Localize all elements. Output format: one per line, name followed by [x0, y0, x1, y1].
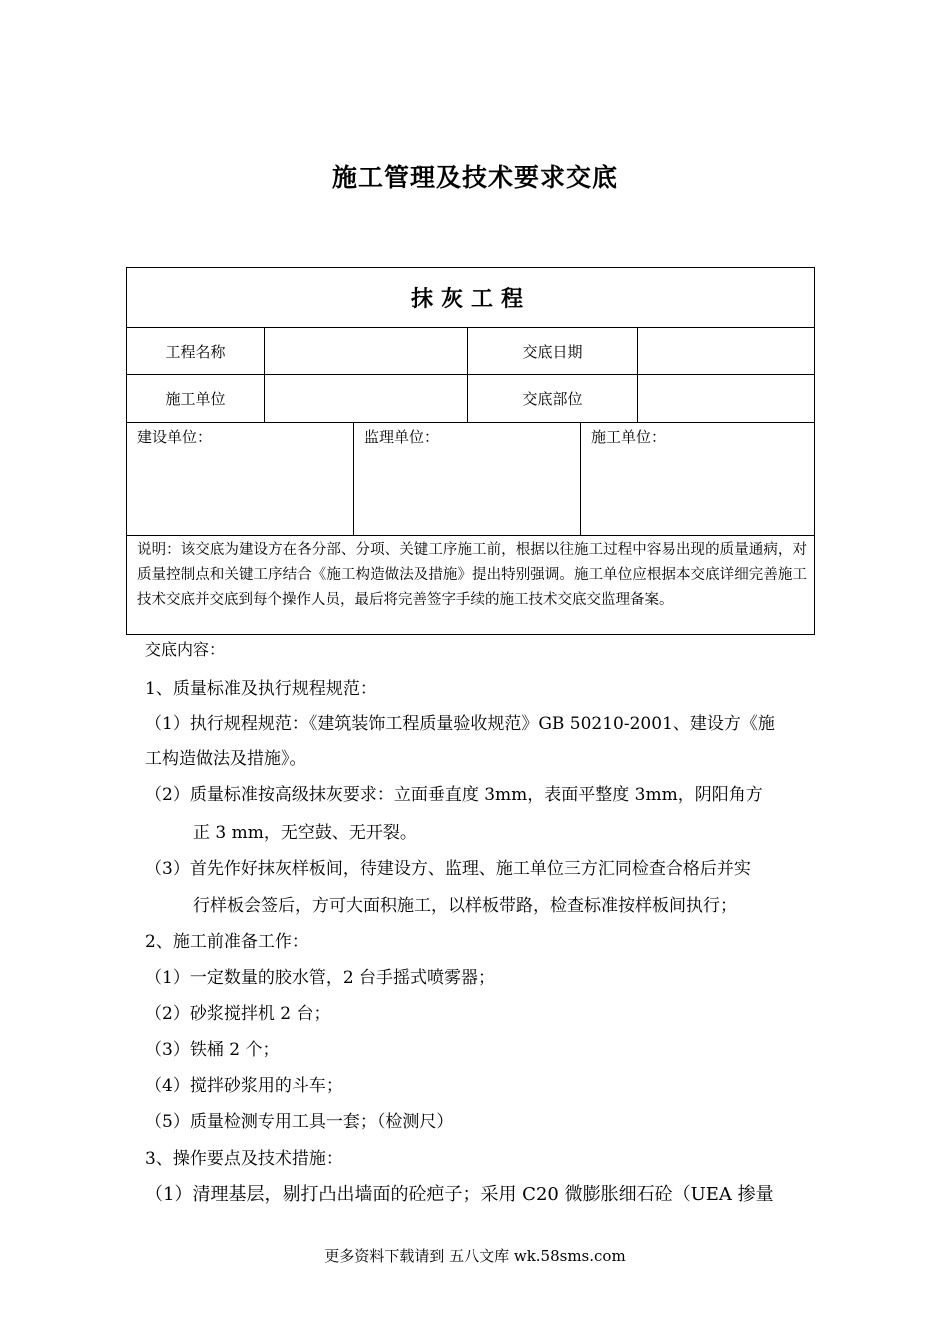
disclosure-part-label: 交底部位 — [522, 390, 583, 408]
project-name-field[interactable] — [265, 328, 467, 374]
disclosure-date-label: 交底日期 — [522, 342, 583, 361]
content-line: （2）砂浆搅拌机 2 台； — [145, 1004, 331, 1024]
content-line: （3）铁桶 2 个； — [145, 1040, 280, 1060]
construction-unit-label: 施工单位 — [165, 390, 226, 408]
disclosure-form — [126, 267, 815, 635]
project-name-label: 工程名称 — [165, 342, 226, 361]
content-line: （4）搅拌砂浆用的斗车； — [145, 1076, 343, 1096]
content-line: 2、施工前准备工作： — [145, 932, 309, 952]
owner-signature-box[interactable]: 建设单位： — [137, 428, 213, 446]
section-title: 抹灰工程 — [410, 286, 531, 312]
content-line: 工构造做法及措施》。 — [145, 749, 307, 769]
content-line: 行样板会签后，方可大面积施工，以样板带路，检查标准按样板间执行； — [193, 896, 737, 916]
content-line: （1）一定数量的胶水管，2 台手摇式喷雾器； — [145, 968, 496, 988]
page-title: 施工管理及技术要求交底 — [331, 163, 618, 192]
supervisor-signature-box[interactable]: 监理单位： — [364, 428, 440, 446]
contractor-signature-box[interactable]: 施工单位： — [591, 428, 667, 446]
content-line: （3）首先作好抹灰样板间，待建设方、监理、施工单位三方汇同检查合格后并实 — [145, 859, 751, 879]
content-line: 3、操作要点及技术措施： — [145, 1149, 343, 1169]
disclosure-date-field[interactable] — [638, 328, 815, 374]
form-note: 说明：该交底为建设方在各分部、分项、关键工序施工前，根据以往施工过程中容易出现的质量通病，对质量控制点和关键工序结合《施工构造做法及措施》提出特别强调。施工单位应根据本交底详细完善施工技术交底并交底到每个操作人员，最后将完善签字手续的施工技术交底交监理备案。 — [137, 542, 807, 608]
content-line: 正 3 mm，无空鼓、无开裂。 — [193, 823, 417, 843]
construction-unit-field[interactable] — [265, 375, 467, 422]
content-line: （2）质量标准按高级抹灰要求：立面垂直度 3mm，表面平整度 3mm，阴阳角方 — [145, 785, 763, 805]
disclosure-part-field[interactable] — [638, 375, 815, 422]
content-line: 1、质量标准及执行规程规范： — [145, 679, 377, 699]
content-heading: 交底内容： — [145, 640, 226, 659]
content-line: （5）质量检测专用工具一套；（检测尺） — [145, 1112, 454, 1132]
footer-link[interactable]: 更多资料下载请到 五八文库 wk.58sms.com — [324, 1247, 626, 1265]
content-line: （1）执行规程规范：《建筑装饰工程质量验收规范》GB 50210-2001、建设方《施 — [145, 714, 775, 734]
content-line: （1）清理基层，剔打凸出墙面的砼疤子；采用 C20 微膨胀细石砼（UEA 掺量 — [145, 1184, 774, 1205]
